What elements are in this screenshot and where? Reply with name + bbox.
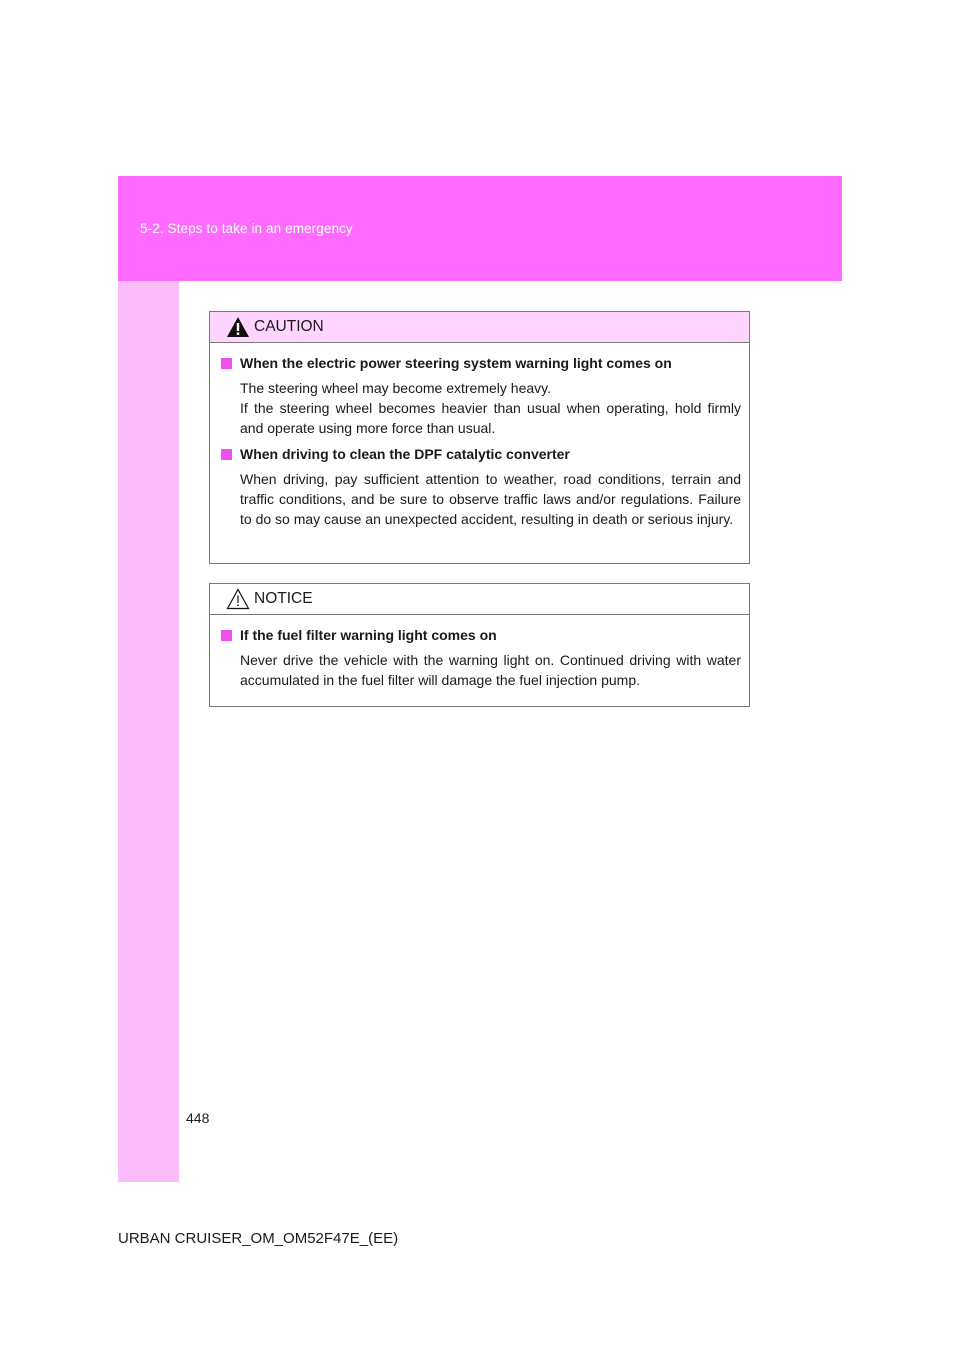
caution-header [210,312,749,343]
warning-triangle-filled-icon [226,316,250,338]
notice-item [210,625,749,690]
notice-item-body [240,650,741,690]
side-tab-band [118,176,179,1182]
notice-header [210,584,749,615]
caution-item-body [240,378,741,438]
footer-document-id: URBAN CRUISER_OM_OM52F47E_(EE) [118,1230,399,1247]
caution-item [210,444,749,529]
square-bullet-icon [221,449,232,460]
section-title: 5-2. Steps to take in an emergency [140,221,353,236]
notice-box [209,583,750,707]
caution-box [209,311,750,564]
page-number: 448 [186,1110,210,1126]
caution-title: CAUTION [254,318,324,335]
caution-item-heading: When driving to clean the DPF catalytic converter [240,446,570,462]
caution-item-heading: When the electric power steering system warning light comes on [240,355,672,371]
caution-item-text: If the steering wheel becomes heavier than usual when operating, hold firmly and operate using more force than usual. [240,400,741,436]
notice-item-heading: If the fuel filter warning light comes on [240,627,497,643]
notice-item-text: Never drive the vehicle with the warning light on. Continued driving with water accumulated in the fuel filter will damage the fuel injection pump. [240,652,741,688]
caution-item-body [240,469,741,529]
notice-title: NOTICE [254,590,313,607]
square-bullet-icon [221,358,232,369]
caution-item-text: The steering wheel may become extremely heavy. [240,380,551,396]
caution-item [210,353,749,438]
caution-item-text: When driving, pay sufficient attention to weather, road conditions, terrain and traffic conditions, and be sure to observe traffic laws and/or regulations. Failure to do so may cause an unexpected accident, resulting in death or serious injury. [240,471,741,527]
warning-triangle-outline-icon [226,588,250,610]
square-bullet-icon [221,630,232,641]
